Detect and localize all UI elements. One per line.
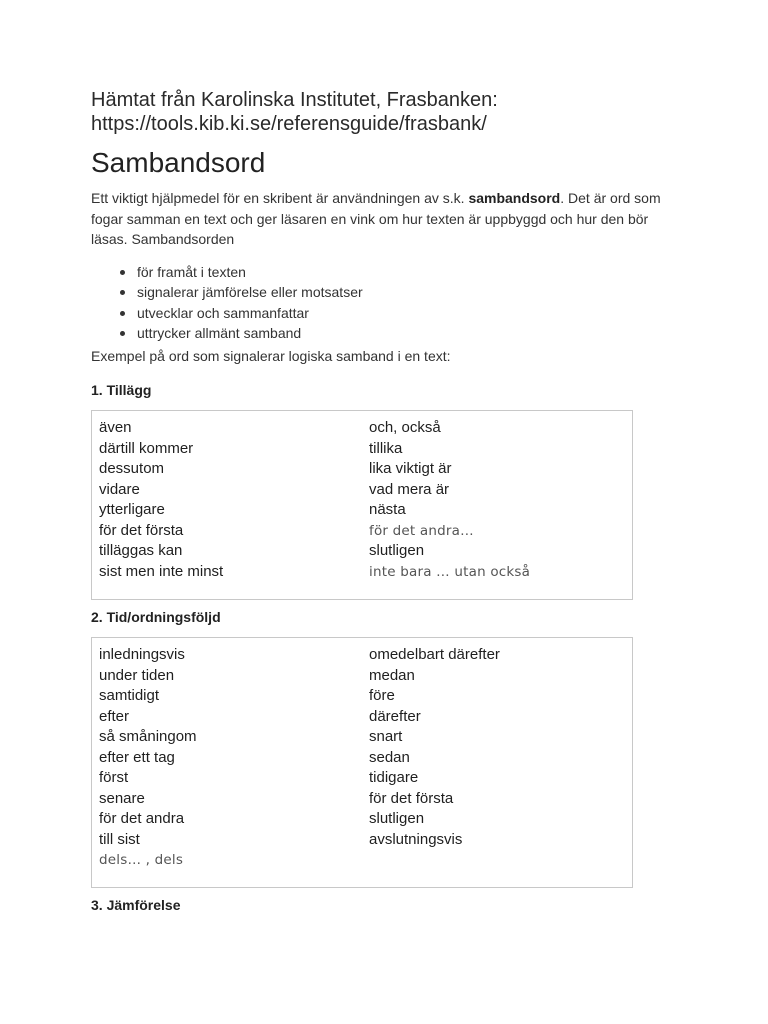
word-item: avslutningsvis — [369, 830, 463, 848]
word-item: sedan — [369, 748, 410, 766]
word-item: till sist — [99, 830, 140, 848]
word-column-left — [99, 645, 369, 876]
word-item: och, också — [369, 419, 441, 436]
word-item: lika viktigt är — [369, 460, 452, 477]
list-item: för framåt i texten — [119, 262, 681, 283]
word-item: före — [369, 687, 395, 704]
word-item: vad mera är — [369, 480, 450, 498]
word-table-tid — [91, 637, 633, 888]
word-item: senare — [99, 789, 145, 807]
word-item: inte bara … utan också — [369, 563, 531, 580]
word-item: för det första — [369, 789, 454, 807]
intro-paragraph — [91, 188, 681, 250]
word-item: för det andra… — [369, 522, 474, 539]
word-item: därefter — [369, 707, 421, 725]
source-attribution — [91, 88, 681, 136]
word-item: nästa — [369, 501, 406, 518]
word-item: inledningsvis — [99, 646, 185, 663]
word-item: snart — [369, 728, 403, 745]
word-item: tillika — [369, 439, 403, 457]
word-item: så småningom — [99, 728, 197, 745]
section-heading-tid: 2. Tid/ordningsföljd — [91, 609, 221, 625]
word-item: efter ett tag — [99, 748, 175, 766]
list-item: uttrycker allmänt samband — [119, 323, 681, 344]
intro-text-after: . Det är ord som fogar samman en text och ger läsaren en vink om hur texten är uppbyggd och hur den bör läsas. Sambandsorden — [91, 190, 661, 247]
word-item: dessutom — [99, 460, 165, 477]
intro-keyword: sambandsord — [468, 190, 561, 206]
word-item: slutligen — [369, 542, 425, 559]
word-item: vidare — [99, 480, 140, 498]
word-item: därtill kommer — [99, 439, 194, 457]
document-page — [91, 88, 681, 925]
word-item: slutligen — [369, 810, 425, 827]
word-item: dels… , dels — [99, 852, 184, 868]
word-column-right — [369, 418, 619, 588]
examples-lead: Exempel på ord som signalerar logiska samband i en text: — [91, 347, 451, 364]
word-item: först — [99, 769, 129, 786]
word-table-tillagg — [91, 410, 633, 600]
section-heading-tillagg: 1. Tillägg — [91, 382, 152, 398]
section-heading-jamforelse: 3. Jämförelse — [91, 897, 181, 913]
word-item: samtidigt — [99, 687, 160, 704]
source-url: https://tools.kib.ki.se/referensguide/frasbank/ — [91, 113, 487, 135]
source-line-1: Hämtat från Karolinska Institutet, Frasbanken: — [91, 89, 498, 111]
function-list — [91, 262, 681, 344]
word-item: sist men inte minst — [99, 562, 224, 580]
word-item: tidigare — [369, 769, 419, 786]
word-item: medan — [369, 666, 415, 684]
word-column-left — [99, 418, 369, 588]
word-item: för det första — [99, 521, 184, 539]
word-item: efter — [99, 707, 130, 725]
word-item: under tiden — [99, 666, 175, 684]
word-item: ytterligare — [99, 501, 165, 518]
word-item: för det andra — [99, 810, 185, 827]
page-title: Sambandsord — [91, 147, 266, 178]
list-item: signalerar jämförelse eller motsatser — [119, 282, 681, 303]
list-item: utvecklar och sammanfattar — [119, 303, 681, 324]
intro-text-before: Ett viktigt hjälpmedel för en skribent är användningen av s.k. — [91, 190, 469, 206]
word-item: tilläggas kan — [99, 542, 183, 559]
word-item: omedelbart därefter — [369, 646, 500, 663]
word-column-right — [369, 645, 619, 876]
word-item: även — [99, 419, 132, 436]
